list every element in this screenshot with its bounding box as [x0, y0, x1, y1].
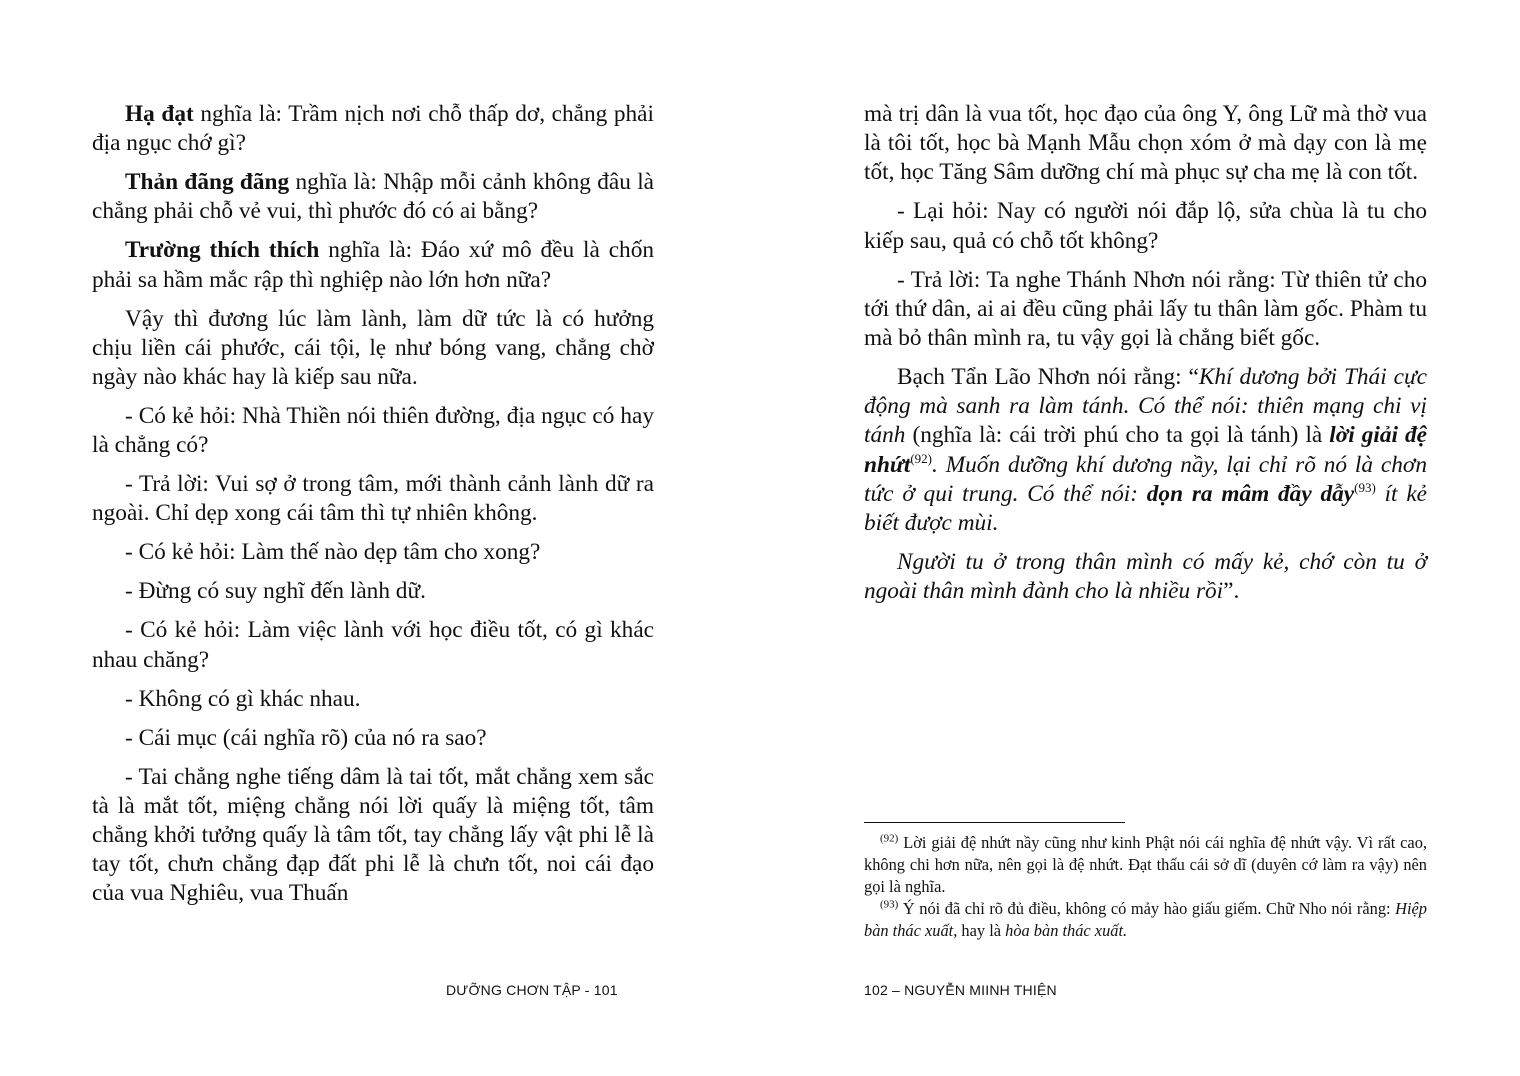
paragraph [92, 236, 654, 294]
footnote-mark: (93) [880, 898, 899, 911]
page-number-left: DƯỠNG CHƠN TẬP - 101 [446, 982, 618, 998]
paragraph: - Trả lời: Vui sợ ở trong tâm, mới thành cảnh lành dữ ra ngoài. Chỉ dẹp xong cái tâm thì tự nhiên không. [92, 471, 654, 527]
term-bold: Hạ đạt [125, 101, 194, 127]
footnote-italic: Hiệp bàn thác xuất [864, 899, 1427, 940]
quote-italic: Khí dương bởi Thái cực động mà sanh ra làm tánh. Có thể nói: thiên mạng chi vị tánh [864, 364, 1427, 449]
quote-close: ”. [1223, 578, 1240, 605]
paragraph: Vậy thì đương lúc làm lành, làm dữ tức là có hưởng chịu liền cái phước, cái tội, lẹ như bóng vang, chẳng chờ ngày nào khác hay là kiếp sau nữa. [92, 305, 654, 391]
paragraph: - Lại hỏi: Nay có người nói đắp lộ, sửa chùa là tu cho kiếp sau, quả có chỗ tốt không? [864, 198, 1427, 254]
footnote-ref[interactable]: (93) [1354, 480, 1376, 496]
paragraph: - Có kẻ hỏi: Làm thế nào dẹp tâm cho xong? [125, 539, 541, 566]
paragraph: - Không có gì khác nhau. [125, 685, 361, 712]
paragraph-text: nghĩa là: Nhập mỗi cảnh không đâu là chẳng phải chỗ vẻ vui, thì phước đó có ai bằng? [92, 169, 655, 225]
quote-bold-italic: dọn ra mâm đầy dẫy [1146, 480, 1355, 507]
paragraph [92, 168, 654, 226]
quote-italic: ít kẻ biết được mùi. [864, 480, 1427, 537]
right-page [864, 100, 1427, 616]
footnote [864, 832, 1427, 898]
footnote-italic: hòa bàn thác xuất. [1005, 921, 1128, 940]
paragraph: - Có kẻ hỏi: Làm việc lành với học điều tốt, có gì khác nhau chăng? [92, 617, 654, 673]
footnote-text: Ý nói đã chỉ rõ đủ điều, không có mảy hào giấu giếm. Chữ Nho nói rằng: [898, 899, 1396, 918]
quote-paragraph [864, 548, 1427, 606]
footnote-divider [864, 822, 1125, 823]
paragraph-text: nghĩa là: Đáo xứ mô đều là chốn phải sa hầm mắc rập thì nghiệp nào lớn hơn nữa? [92, 237, 654, 293]
quote-paragraph [864, 363, 1427, 538]
quote-italic: Người tu ở trong thân mình có mấy kẻ, chớ còn tu ở ngoài thân mình đành cho là nhiều rồi [864, 549, 1427, 605]
paragraph [92, 100, 654, 158]
term-bold: Thản đãng đãng [125, 169, 290, 196]
left-page [92, 100, 654, 918]
paragraph: - Tai chẳng nghe tiếng dâm là tai tốt, mắt chẳng xem sắc tà là mắt tốt, miệng chẳng nói lời quấy là miệng tốt, tâm chẳng khởi tưởng quấy là tâm tốt, tay chẳng lấy vật phi lễ là tay tốt, chưn chẳng đạp đất phi lễ là chưn tốt, noi cái đạo của vua Nghiêu, vua Thuấn [92, 763, 654, 907]
footnotes [864, 832, 1427, 942]
footnote-ref[interactable]: (92) [910, 450, 933, 466]
paragraph: - Trả lời: Ta nghe Thánh Nhơn nói rằng: Từ thiên tử cho tới thứ dân, ai ai đều cũng phải lấy tu thân làm gốc. Phàm tu mà bỏ thân mình ra, tu vậy gọi là chẳng biết gốc. [864, 266, 1427, 352]
footnote-text: Lời giải đệ nhứt nầy cũng như kinh Phật nói cái nghĩa đệ nhứt vậy. Vì rất cao, không chi hơn nữa, nên gọi là đệ nhứt. Đạt thấu cái sở dĩ (duyên cớ làm ra vậy) nên gọi là nghĩa. [864, 833, 1427, 896]
quote-bold-italic: lời giải đệ nhứt [864, 422, 1427, 478]
footnote [864, 898, 1427, 942]
quote-plain: (nghĩa là: cái trời phú cho ta gọi là tánh) là [905, 422, 1330, 449]
page-number-right: 102 – NGUYỄN MIINH THIỆN [864, 982, 1057, 998]
paragraph: - Có kẻ hỏi: Nhà Thiền nói thiên đường, địa ngục có hay là chẳng có? [92, 403, 654, 459]
footnote-mark: (92) [880, 832, 899, 845]
paragraph: - Đừng có suy nghĩ đến lành dữ. [125, 578, 426, 605]
paragraph: - Cái mục (cái nghĩa rõ) của nó ra sao? [125, 724, 487, 751]
paragraph: mà trị dân là vua tốt, học đạo của ông Y, ông Lữ mà thờ vua là tôi tốt, học bà Mạnh Mẫu chọn xóm ở mà dạy con là mẹ tốt, học Tăng Sâm dưỡng chí mà phục sự cha mẹ là con tốt. [864, 101, 1427, 186]
term-bold: Trường thích thích [125, 237, 320, 264]
paragraph-text: nghĩa là: Trầm nịch nơi chỗ thấp dơ, chẳng phải địa ngục chớ gì? [92, 101, 654, 157]
quote-lead: Bạch Tẩn Lão Nhơn nói rằng: “ [897, 364, 1199, 391]
quote-italic: . Muốn dưỡng khí dương nầy, lại chỉ rõ nó là chơn tức ở qui trung. Có thể nói: [864, 451, 1427, 507]
footnote-text: , hay là [953, 921, 1006, 940]
